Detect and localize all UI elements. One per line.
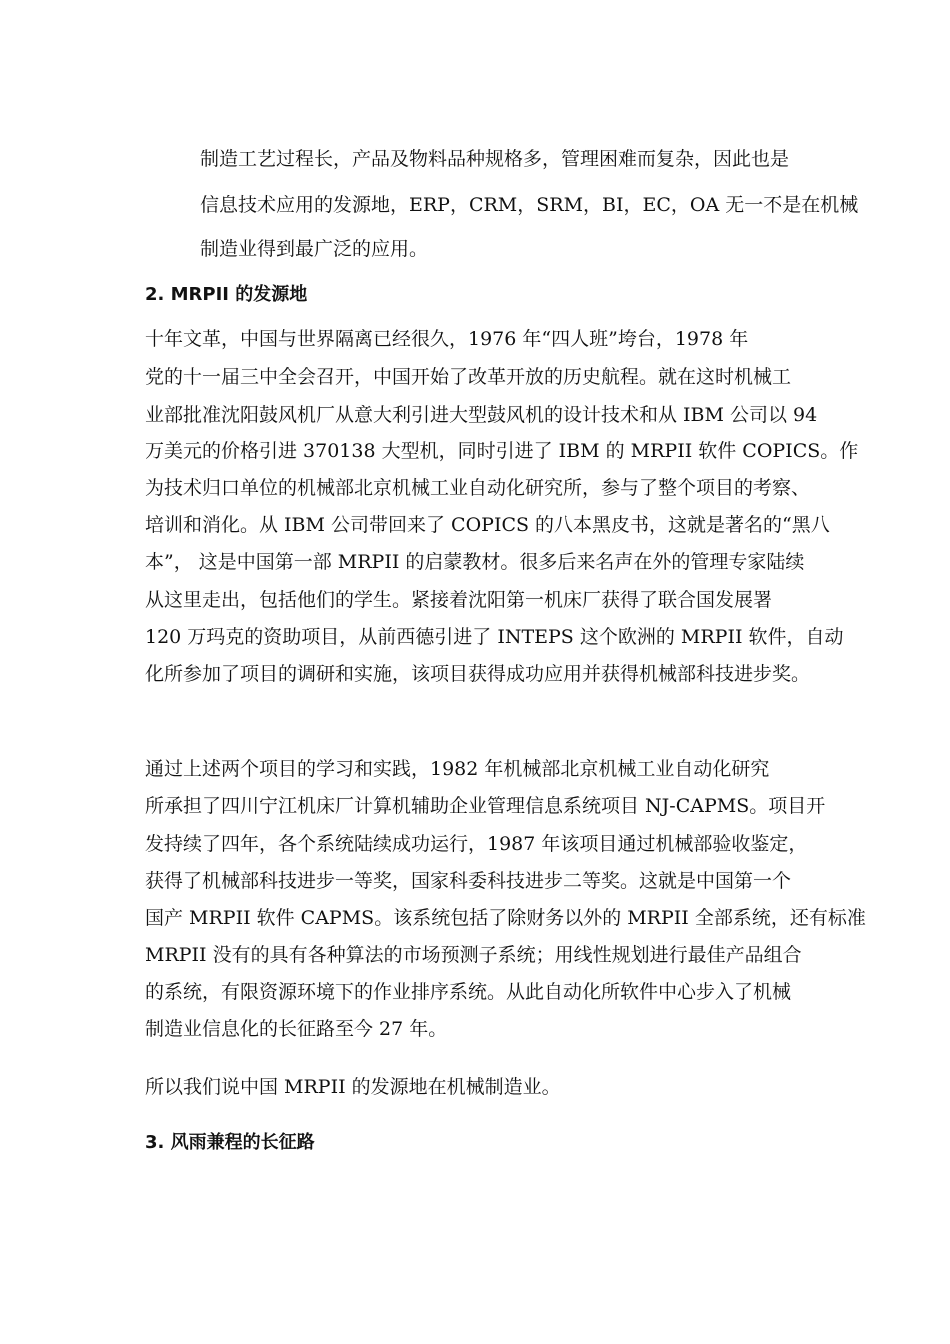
intro-line: 制造业得到最广泛的应用。: [200, 238, 429, 260]
section-heading: 3. 风雨兼程的长征路: [145, 1132, 315, 1153]
paragraph-line: MRPII 没有的具有各种算法的市场预测子系统；用线性规划进行最佳产品组合: [145, 944, 802, 966]
paragraph-line: 业部批准沈阳鼓风机厂从意大利引进大型鼓风机的设计技术和从 IBM 公司以 94: [145, 404, 818, 426]
paragraph-line: 党的十一届三中全会召开，中国开始了改革开放的历史航程。就在这时机械工: [145, 366, 792, 388]
paragraph-line: 十年文革，中国与世界隔离已经很久，1976 年“四人班”垮台，1978 年: [145, 328, 749, 350]
paragraph-line: 获得了机械部科技进步一等奖，国家科委科技进步二等奖。这就是中国第一个: [145, 870, 792, 892]
paragraph-line: 制造业信息化的长征路至今 27 年。: [145, 1018, 448, 1040]
paragraph-line: 本”， 这是中国第一部 MRPII 的启蒙教材。很多后来名声在外的管理专家陆续: [145, 551, 805, 573]
paragraph-line: 发持续了四年，各个系统陆续成功运行，1987 年该项目通过机械部验收鉴定，: [145, 833, 808, 855]
paragraph-line: 培训和消化。从 IBM 公司带回来了 COPICS 的八本黑皮书，这就是著名的“黑八: [145, 514, 830, 536]
paragraph-line: 化所参加了项目的调研和实施，该项目获得成功应用并获得机械部科技进步奖。: [145, 663, 811, 685]
paragraph-line: 从这里走出，包括他们的学生。紧接着沈阳第一机床厂获得了联合国发展署: [145, 589, 773, 611]
paragraph-line: 万美元的价格引进 370138 大型机，同时引进了 IBM 的 MRPII 软件 COPICS。作: [145, 440, 859, 462]
intro-line: 制造工艺过程长，产品及物料品种规格多，管理困难而复杂，因此也是: [200, 148, 790, 170]
paragraph-line: 的系统，有限资源环境下的作业排序系统。从此自动化所软件中心步入了机械: [145, 981, 792, 1003]
paragraph-line: 所以我们说中国 MRPII 的发源地在机械制造业。: [145, 1076, 561, 1098]
intro-line: 信息技术应用的发源地，ERP，CRM，SRM，BI，EC，OA 无一不是在机械: [200, 194, 859, 216]
section-heading: 2. MRPII 的发源地: [145, 284, 308, 305]
paragraph-line: 通过上述两个项目的学习和实践，1982 年机械部北京机械工业自动化研究: [145, 758, 770, 780]
paragraph-line: 所承担了四川宁江机床厂计算机辅助企业管理信息系统项目 NJ-CAPMS。项目开: [145, 795, 826, 817]
paragraph-line: 为技术归口单位的机械部北京机械工业自动化研究所，参与了整个项目的考察、: [145, 477, 811, 499]
paragraph-line: 国产 MRPII 软件 CAPMS。该系统包括了除财务以外的 MRPII 全部系统，还有标准: [145, 907, 866, 929]
paragraph-line: 120 万玛克的资助项目，从前西德引进了 INTEPS 这个欧洲的 MRPII 软件，自动: [145, 626, 844, 648]
